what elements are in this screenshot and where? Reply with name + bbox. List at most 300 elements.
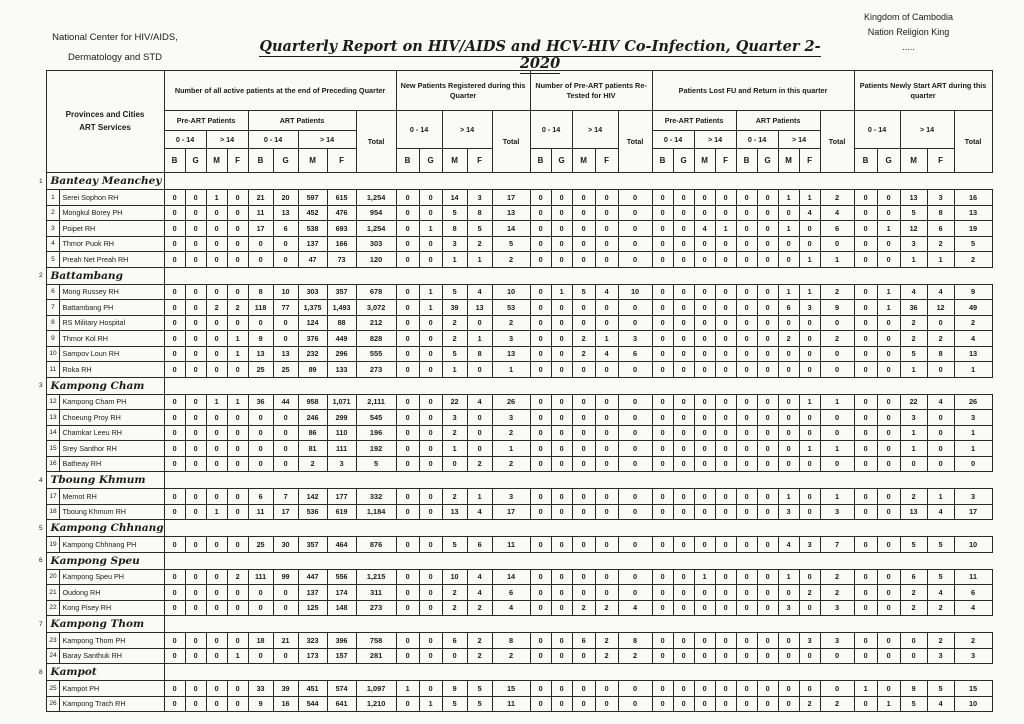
row-number: 15 bbox=[46, 441, 60, 457]
cell-total: 2 bbox=[954, 252, 992, 268]
cell-value: 2 bbox=[900, 600, 927, 616]
cell-value: 0 bbox=[185, 205, 206, 221]
facility-name: Serei Sophon RH bbox=[60, 190, 164, 206]
cell-value: 1 bbox=[206, 394, 227, 410]
col-group-1-age-label: > 14 bbox=[298, 131, 356, 149]
facility-name: Memot RH bbox=[60, 489, 164, 505]
cell-value: 0 bbox=[419, 331, 442, 347]
cell-value: 0 bbox=[164, 648, 185, 664]
cell-value: 0 bbox=[854, 252, 877, 268]
cell-value: 0 bbox=[185, 569, 206, 585]
cell-value: 0 bbox=[778, 681, 799, 697]
cell-value: 0 bbox=[778, 410, 799, 426]
cell-value: 5 bbox=[442, 284, 467, 300]
cell-value: 574 bbox=[327, 681, 356, 697]
cell-total: 10 bbox=[492, 284, 530, 300]
cell-value: 0 bbox=[185, 441, 206, 457]
cell-value: 0 bbox=[185, 221, 206, 237]
cell-total: 0 bbox=[618, 362, 652, 378]
cell-value: 0 bbox=[419, 190, 442, 206]
cell-value: 0 bbox=[595, 221, 618, 237]
cell-value: 0 bbox=[652, 648, 673, 664]
cell-value: 2 bbox=[442, 315, 467, 331]
cell-total: 1,215 bbox=[356, 569, 396, 585]
row-margin bbox=[36, 648, 46, 664]
row-margin bbox=[36, 696, 46, 712]
cell-total: 10 bbox=[954, 537, 992, 553]
cell-value: 111 bbox=[248, 569, 273, 585]
cell-value: 0 bbox=[185, 537, 206, 553]
cell-value: 0 bbox=[206, 600, 227, 616]
cell-value: 0 bbox=[206, 441, 227, 457]
cell-value: 0 bbox=[248, 425, 273, 441]
cell-value: 0 bbox=[248, 585, 273, 601]
cell-value: 0 bbox=[799, 504, 820, 520]
cell-value: 137 bbox=[298, 236, 327, 252]
cell-value: 0 bbox=[652, 569, 673, 585]
cell-value: 0 bbox=[927, 315, 954, 331]
cell-total: 0 bbox=[618, 410, 652, 426]
cell-value: 0 bbox=[530, 410, 551, 426]
cell-value: 5 bbox=[900, 346, 927, 362]
section-title: Battambang bbox=[46, 267, 164, 284]
cell-value: 6 bbox=[927, 221, 954, 237]
cell-value: 0 bbox=[396, 346, 419, 362]
cell-value: 30 bbox=[273, 537, 298, 553]
cell-value: 0 bbox=[551, 331, 572, 347]
cell-value: 0 bbox=[694, 362, 715, 378]
cell-value: 2 bbox=[442, 331, 467, 347]
cell-value: 0 bbox=[206, 252, 227, 268]
row-margin bbox=[36, 362, 46, 378]
col-group-2-sex-B: B bbox=[396, 149, 419, 173]
cell-value: 22 bbox=[442, 394, 467, 410]
cell-value: 0 bbox=[673, 537, 694, 553]
cell-value: 0 bbox=[673, 681, 694, 697]
cell-value: 0 bbox=[652, 284, 673, 300]
cell-value: 0 bbox=[715, 252, 736, 268]
cell-value: 99 bbox=[273, 569, 298, 585]
cell-value: 0 bbox=[206, 362, 227, 378]
cell-value: 0 bbox=[227, 456, 248, 472]
cell-value: 0 bbox=[185, 410, 206, 426]
section-title: Banteay Meanchey bbox=[46, 173, 164, 190]
cell-value: 0 bbox=[757, 236, 778, 252]
facility-name: Kampong Speu PH bbox=[60, 569, 164, 585]
cell-value: 0 bbox=[877, 600, 900, 616]
cell-value: 0 bbox=[572, 537, 595, 553]
row-number: 2 bbox=[46, 205, 60, 221]
row-number: 4 bbox=[46, 236, 60, 252]
cell-value: 0 bbox=[419, 410, 442, 426]
cell-value: 5 bbox=[467, 696, 492, 712]
cell-value: 0 bbox=[273, 425, 298, 441]
cell-value: 0 bbox=[778, 425, 799, 441]
cell-total: 49 bbox=[954, 300, 992, 316]
cell-total: 1 bbox=[954, 425, 992, 441]
cell-total: 13 bbox=[492, 205, 530, 221]
cell-value: 0 bbox=[715, 537, 736, 553]
cell-value: 0 bbox=[248, 315, 273, 331]
cell-value: 125 bbox=[298, 600, 327, 616]
cell-value: 0 bbox=[854, 300, 877, 316]
cell-value: 0 bbox=[227, 441, 248, 457]
row-margin bbox=[36, 410, 46, 426]
cell-value: 148 bbox=[327, 600, 356, 616]
cell-value: 0 bbox=[757, 410, 778, 426]
cell-value: 0 bbox=[206, 425, 227, 441]
cell-value: 0 bbox=[694, 315, 715, 331]
cell-value: 0 bbox=[877, 441, 900, 457]
cell-total: 3,072 bbox=[356, 300, 396, 316]
facility-name: Mong Russey RH bbox=[60, 284, 164, 300]
cell-total: 0 bbox=[618, 190, 652, 206]
cell-value: 0 bbox=[419, 681, 442, 697]
row-number: 1 bbox=[46, 190, 60, 206]
cell-value: 0 bbox=[164, 441, 185, 457]
col-group-2-age-label: > 14 bbox=[442, 111, 492, 149]
cell-value: 0 bbox=[736, 489, 757, 505]
cell-value: 1 bbox=[467, 252, 492, 268]
cell-value: 0 bbox=[396, 331, 419, 347]
cell-value: 0 bbox=[694, 600, 715, 616]
cell-value: 0 bbox=[227, 504, 248, 520]
cell-value: 4 bbox=[467, 569, 492, 585]
cell-value: 0 bbox=[551, 585, 572, 601]
cell-value: 0 bbox=[227, 681, 248, 697]
cell-value: 1 bbox=[900, 252, 927, 268]
cell-value: 6 bbox=[778, 300, 799, 316]
cell-value: 1 bbox=[227, 331, 248, 347]
cell-total: 0 bbox=[618, 696, 652, 712]
cell-value: 476 bbox=[327, 205, 356, 221]
row-margin bbox=[36, 190, 46, 206]
row-number: 6 bbox=[46, 284, 60, 300]
cell-value: 1 bbox=[778, 489, 799, 505]
cell-value: 0 bbox=[652, 205, 673, 221]
section-spacer bbox=[164, 472, 992, 489]
cell-value: 0 bbox=[572, 585, 595, 601]
row-margin bbox=[36, 633, 46, 649]
facility-name: Tboung Khmum RH bbox=[60, 504, 164, 520]
cell-value: 1 bbox=[419, 300, 442, 316]
cell-value: 1 bbox=[442, 252, 467, 268]
cell-value: 0 bbox=[694, 394, 715, 410]
cell-value: 2 bbox=[572, 346, 595, 362]
cell-total: 0 bbox=[618, 489, 652, 505]
col-group-2-label: New Patients Registered during this Quarter bbox=[396, 71, 530, 111]
cell-value: 0 bbox=[927, 456, 954, 472]
cell-value: 0 bbox=[396, 696, 419, 712]
cell-value: 0 bbox=[396, 300, 419, 316]
cell-value: 0 bbox=[572, 456, 595, 472]
cell-value: 0 bbox=[736, 252, 757, 268]
row-number: 24 bbox=[46, 648, 60, 664]
cell-total: 192 bbox=[356, 441, 396, 457]
cell-total: 3 bbox=[492, 331, 530, 347]
cell-value: 0 bbox=[854, 489, 877, 505]
cell-value: 5 bbox=[927, 537, 954, 553]
cell-value: 0 bbox=[736, 346, 757, 362]
cell-value: 1 bbox=[877, 221, 900, 237]
cell-value: 0 bbox=[673, 600, 694, 616]
cell-value: 0 bbox=[652, 696, 673, 712]
cell-value: 0 bbox=[736, 681, 757, 697]
cell-value: 2 bbox=[442, 585, 467, 601]
cell-value: 0 bbox=[757, 252, 778, 268]
cell-total: 1 bbox=[820, 441, 854, 457]
cell-total: 2 bbox=[492, 456, 530, 472]
cell-value: 0 bbox=[854, 569, 877, 585]
cell-total: 1,254 bbox=[356, 190, 396, 206]
cell-value: 2 bbox=[467, 456, 492, 472]
cell-value: 0 bbox=[164, 489, 185, 505]
cell-value: 0 bbox=[736, 441, 757, 457]
cell-value: 0 bbox=[877, 362, 900, 378]
cell-value: 0 bbox=[419, 600, 442, 616]
cell-value: 12 bbox=[900, 221, 927, 237]
org-line1: National Center for HIV/AIDS, bbox=[52, 32, 178, 43]
cell-value: 0 bbox=[551, 441, 572, 457]
cell-value: 0 bbox=[572, 394, 595, 410]
section-title: Kampong Cham bbox=[46, 377, 164, 394]
cell-value: 0 bbox=[185, 585, 206, 601]
cell-value: 447 bbox=[298, 569, 327, 585]
cell-value: 0 bbox=[900, 648, 927, 664]
col-group-4-age-label: > 14 bbox=[778, 131, 820, 149]
facility-name: Sampov Loun RH bbox=[60, 346, 164, 362]
cell-value: 0 bbox=[877, 205, 900, 221]
col-group-1-sex-G: G bbox=[273, 149, 298, 173]
kingdom-line2: Nation Religion King bbox=[867, 27, 950, 37]
cell-value: 0 bbox=[694, 331, 715, 347]
cell-value: 452 bbox=[298, 205, 327, 221]
report-title bbox=[240, 38, 840, 72]
cell-value: 3 bbox=[927, 648, 954, 664]
cell-value: 1 bbox=[799, 190, 820, 206]
cell-value: 0 bbox=[778, 585, 799, 601]
cell-value: 0 bbox=[652, 456, 673, 472]
cell-value: 1 bbox=[442, 441, 467, 457]
cell-value: 0 bbox=[419, 648, 442, 664]
cell-value: 0 bbox=[715, 394, 736, 410]
cell-value: 0 bbox=[877, 190, 900, 206]
cell-total: 0 bbox=[618, 221, 652, 237]
cell-value: 0 bbox=[854, 696, 877, 712]
cell-value: 0 bbox=[694, 441, 715, 457]
cell-value: 0 bbox=[227, 252, 248, 268]
cell-total: 1 bbox=[954, 362, 992, 378]
cell-value: 6 bbox=[442, 633, 467, 649]
cell-value: 6 bbox=[248, 489, 273, 505]
cell-total: 828 bbox=[356, 331, 396, 347]
cell-value: 1 bbox=[900, 362, 927, 378]
cell-total: 1 bbox=[492, 441, 530, 457]
cell-value: 1 bbox=[467, 489, 492, 505]
cell-value: 232 bbox=[298, 346, 327, 362]
cell-total: 545 bbox=[356, 410, 396, 426]
cell-value: 0 bbox=[778, 346, 799, 362]
cell-total: 26 bbox=[954, 394, 992, 410]
cell-value: 0 bbox=[736, 315, 757, 331]
cell-value: 0 bbox=[673, 221, 694, 237]
cell-value: 0 bbox=[396, 394, 419, 410]
org-header bbox=[30, 28, 200, 68]
row-number: 11 bbox=[46, 362, 60, 378]
cell-value: 137 bbox=[298, 585, 327, 601]
facility-name: Kampong Cham PH bbox=[60, 394, 164, 410]
cell-value: 0 bbox=[273, 600, 298, 616]
cell-total: 332 bbox=[356, 489, 396, 505]
cell-value: 0 bbox=[877, 252, 900, 268]
cell-value: 0 bbox=[877, 569, 900, 585]
cell-value: 0 bbox=[396, 284, 419, 300]
margin-header bbox=[36, 71, 46, 173]
cell-value: 3 bbox=[778, 504, 799, 520]
cell-value: 0 bbox=[551, 315, 572, 331]
cell-value: 3 bbox=[927, 190, 954, 206]
cell-total: 13 bbox=[954, 205, 992, 221]
cell-value: 1 bbox=[419, 696, 442, 712]
row-number: 23 bbox=[46, 633, 60, 649]
cell-value: 1 bbox=[778, 190, 799, 206]
col-group-1-sex-M: M bbox=[206, 149, 227, 173]
cell-value: 0 bbox=[757, 456, 778, 472]
cell-value: 0 bbox=[715, 284, 736, 300]
kingdom-line1: Kingdom of Cambodia bbox=[863, 12, 954, 22]
cell-total: 0 bbox=[618, 569, 652, 585]
cell-value: 1 bbox=[778, 284, 799, 300]
cell-value: 47 bbox=[298, 252, 327, 268]
row-margin bbox=[36, 504, 46, 520]
cell-value: 0 bbox=[595, 504, 618, 520]
cell-value: 0 bbox=[227, 410, 248, 426]
row-margin bbox=[36, 441, 46, 457]
row-number: 7 bbox=[46, 300, 60, 316]
cell-value: 0 bbox=[854, 315, 877, 331]
cell-total: 876 bbox=[356, 537, 396, 553]
cell-total: 9 bbox=[954, 284, 992, 300]
cell-value: 0 bbox=[551, 633, 572, 649]
cell-total: 2 bbox=[954, 315, 992, 331]
cell-value: 1 bbox=[715, 221, 736, 237]
cell-total: 678 bbox=[356, 284, 396, 300]
section-number: 2 bbox=[38, 272, 43, 279]
cell-value: 6 bbox=[900, 569, 927, 585]
cell-value: 0 bbox=[595, 537, 618, 553]
cell-value: 0 bbox=[396, 633, 419, 649]
report-table bbox=[36, 70, 993, 712]
cell-value: 33 bbox=[248, 681, 273, 697]
cell-value: 0 bbox=[757, 221, 778, 237]
cell-value: 166 bbox=[327, 236, 356, 252]
cell-value: 0 bbox=[652, 681, 673, 697]
cell-value: 0 bbox=[736, 633, 757, 649]
cell-value: 0 bbox=[652, 221, 673, 237]
cell-value: 13 bbox=[467, 300, 492, 316]
cell-value: 1 bbox=[227, 648, 248, 664]
cell-value: 0 bbox=[419, 362, 442, 378]
cell-value: 1 bbox=[595, 331, 618, 347]
cell-total: 6 bbox=[618, 346, 652, 362]
cell-value: 0 bbox=[551, 681, 572, 697]
col-group-1-sex-B: B bbox=[248, 149, 273, 173]
cell-value: 0 bbox=[248, 648, 273, 664]
cell-value: 0 bbox=[673, 696, 694, 712]
cell-value: 0 bbox=[652, 425, 673, 441]
cell-value: 0 bbox=[715, 315, 736, 331]
col-group-4-sex-G: G bbox=[757, 149, 778, 173]
col-group-1-sex-G: G bbox=[185, 149, 206, 173]
cell-value: 1 bbox=[778, 569, 799, 585]
cell-value: 1 bbox=[467, 331, 492, 347]
cell-total: 6 bbox=[820, 221, 854, 237]
cell-value: 20 bbox=[273, 190, 298, 206]
cell-value: 0 bbox=[164, 284, 185, 300]
cell-value: 0 bbox=[927, 441, 954, 457]
cell-value: 4 bbox=[927, 585, 954, 601]
cell-value: 0 bbox=[572, 410, 595, 426]
cell-value: 5 bbox=[442, 346, 467, 362]
cell-value: 0 bbox=[652, 504, 673, 520]
cell-value: 0 bbox=[694, 236, 715, 252]
col-group-1-sex-F: F bbox=[327, 149, 356, 173]
cell-value: 1 bbox=[799, 252, 820, 268]
cell-value: 0 bbox=[715, 331, 736, 347]
cell-value: 0 bbox=[778, 696, 799, 712]
cell-value: 0 bbox=[273, 315, 298, 331]
cell-value: 0 bbox=[185, 633, 206, 649]
cell-value: 0 bbox=[419, 585, 442, 601]
cell-value: 1 bbox=[799, 394, 820, 410]
cell-value: 0 bbox=[185, 600, 206, 616]
cell-value: 0 bbox=[164, 456, 185, 472]
cell-total: 0 bbox=[618, 537, 652, 553]
cell-value: 0 bbox=[185, 394, 206, 410]
cell-value: 0 bbox=[164, 537, 185, 553]
cell-value: 1 bbox=[799, 441, 820, 457]
cell-value: 0 bbox=[715, 410, 736, 426]
cell-value: 0 bbox=[799, 410, 820, 426]
cell-value: 0 bbox=[694, 456, 715, 472]
cell-value: 36 bbox=[248, 394, 273, 410]
row-margin bbox=[36, 236, 46, 252]
cell-value: 0 bbox=[206, 221, 227, 237]
cell-total: 53 bbox=[492, 300, 530, 316]
cell-value: 0 bbox=[227, 633, 248, 649]
cell-value: 0 bbox=[595, 394, 618, 410]
cell-value: 0 bbox=[396, 221, 419, 237]
cell-value: 0 bbox=[736, 648, 757, 664]
cell-value: 0 bbox=[694, 300, 715, 316]
cell-value: 0 bbox=[572, 221, 595, 237]
cell-value: 0 bbox=[530, 252, 551, 268]
cell-value: 2 bbox=[900, 489, 927, 505]
cell-value: 0 bbox=[572, 696, 595, 712]
cell-value: 0 bbox=[854, 394, 877, 410]
cell-value: 0 bbox=[799, 648, 820, 664]
cell-value: 5 bbox=[900, 696, 927, 712]
cell-value: 0 bbox=[551, 696, 572, 712]
cell-total: 0 bbox=[820, 315, 854, 331]
cell-value: 0 bbox=[396, 456, 419, 472]
cell-value: 25 bbox=[248, 362, 273, 378]
cell-value: 1 bbox=[778, 221, 799, 237]
cell-value: 0 bbox=[799, 456, 820, 472]
col-group-1-sub-2: ART Patients bbox=[248, 111, 356, 131]
cell-value: 3 bbox=[778, 600, 799, 616]
section-number: 8 bbox=[38, 668, 43, 676]
